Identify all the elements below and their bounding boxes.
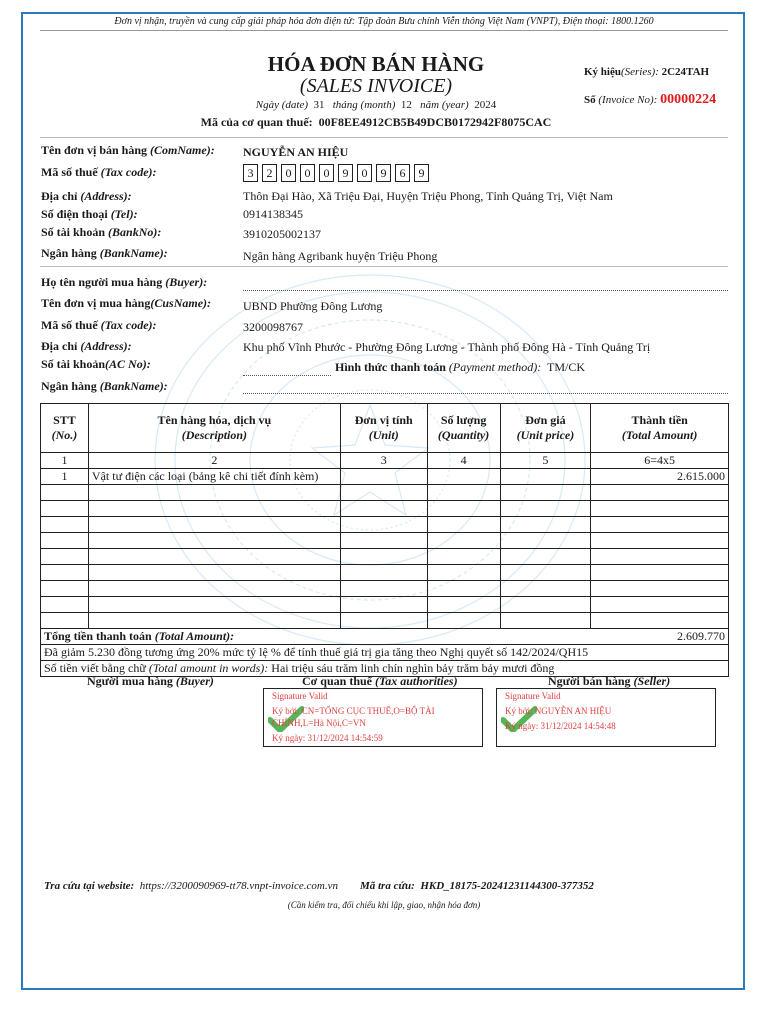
- table-row: [41, 597, 729, 613]
- total-amount: 2.609.770: [591, 629, 729, 645]
- tax-digit-box: 0: [357, 164, 372, 182]
- index-cell: 4: [427, 453, 500, 469]
- seller-tel: 0914138345: [243, 207, 303, 221]
- lookup-code: HKD_18175-20241231144300-377352: [420, 880, 594, 892]
- provider-note: Đơn vị nhận, truyền và cung cấp giải pháp hóa đơn điện tử: Tập đoàn Bưu chính Viễn thông Việt Nam (VNPT), Điện thoại: 1800.1260: [114, 16, 654, 27]
- col-header-unit-price: Đơn giá (Unit price): [500, 404, 591, 453]
- table-row: [41, 565, 729, 581]
- tax-digit-box: 9: [376, 164, 391, 182]
- seller-signature-label: Người bán hàng (Seller): [548, 674, 671, 688]
- lookup-url-link[interactable]: https://3200090969-tt78.vnpt-invoice.com.vn: [139, 880, 338, 892]
- col-header-total: Thành tiền (Total Amount): [591, 404, 729, 453]
- total-label: Tổng tiền thanh toán (Total Amount):: [41, 629, 591, 645]
- seller-name-label: Tên đơn vị bán hàng (ComName):: [41, 143, 215, 157]
- tax-sign-date: Ký ngày: 31/12/2024 14:54:59: [272, 733, 383, 743]
- table-row: [41, 581, 729, 597]
- payment-method: Hình thức thanh toán (Payment method): TM/CK: [335, 360, 586, 374]
- buyer-address-label: Địa chỉ (Address):: [41, 339, 132, 353]
- buyer-address: Khu phố Vĩnh Phước - Phường Đông Lương - Thành phố Đông Hà - Tỉnh Quảng Trị: [243, 340, 651, 354]
- seller-address-label: Địa chỉ (Address):: [41, 189, 132, 203]
- items-table: [40, 403, 729, 677]
- buyer-bank-blank: [243, 381, 728, 394]
- seller-bankname-label: Ngân hàng (BankName):: [41, 246, 168, 260]
- tax-digit-box: 0: [319, 164, 334, 182]
- table-row: [41, 485, 729, 501]
- tax-digit-box: 6: [395, 164, 410, 182]
- table-row: [41, 613, 729, 629]
- item-description: Vật tư điện các loại (bảng kê chi tiết đính kèm): [88, 469, 340, 485]
- divider-2: [40, 266, 728, 267]
- buyer-name-label: Tên đơn vị mua hàng(CusName):: [41, 296, 212, 310]
- invoice-date: Ngày (date) 31 tháng (month) 12 năm (year) 2024: [255, 99, 497, 111]
- seller-bankno: 3910205002137: [243, 227, 321, 241]
- tax-digit-box: 0: [281, 164, 296, 182]
- tax-digit-box: 9: [414, 164, 429, 182]
- item-quantity: [427, 469, 500, 485]
- tax-signature-box: [263, 688, 483, 747]
- tax-digit-box: 2: [262, 164, 277, 182]
- index-cell: 6=4x5: [591, 453, 729, 469]
- seller-address: Thôn Đại Hào, Xã Triệu Đại, Huyện Triệu Phong, Tỉnh Quảng Trị, Việt Nam: [243, 189, 613, 203]
- table-row: [41, 517, 729, 533]
- buyer-ac-blank: [243, 363, 331, 376]
- tax-authority-code: Mã của cơ quan thuế: 00F8EE4912CB5B49DCB0172942F8075CAC: [200, 115, 552, 129]
- buyer-ac-label: Số tài khoản(AC No):: [41, 357, 151, 371]
- buyer-name: UBND Phường Đông Lương: [243, 299, 383, 313]
- seller-sign-date: Ký ngày: 31/12/2024 14:54:48: [505, 721, 616, 731]
- item-amount: 2.615.000: [591, 469, 729, 485]
- item-unit: [340, 469, 427, 485]
- index-cell: 1: [41, 453, 89, 469]
- index-cell: 2: [88, 453, 340, 469]
- discount-note: Đã giảm 5.230 đồng tương ứng 20% mức tỷ lệ % để tính thuế giá trị gia tăng theo Nghị quyết số 142/2024/QH15: [41, 645, 729, 661]
- table-row: [41, 469, 729, 485]
- table-row: [41, 549, 729, 565]
- invoice-subtitle: (SALES INVOICE): [299, 75, 453, 97]
- lookup-footer: Tra cứu tại website: https://3200090969-tt78.vnpt-invoice.com.vn Mã tra cứu: HKD_18175-20241231144300-377352: [44, 880, 594, 892]
- col-header-no: STT (No.): [41, 404, 89, 453]
- table-header-row: [41, 404, 729, 453]
- total-row: [41, 629, 729, 645]
- col-header-quantity: Số lượng (Quantity): [427, 404, 500, 453]
- table-index-row: [41, 453, 729, 469]
- col-header-description: Tên hàng hóa, dịch vụ (Description): [88, 404, 340, 453]
- item-unit-price: [500, 469, 591, 485]
- seller-name: NGUYỄN AN HIỆU: [243, 145, 349, 159]
- seller-bankno-label: Số tài khoản (BankNo):: [41, 225, 162, 239]
- table-row: [41, 533, 729, 549]
- tax-digit-box: 3: [243, 164, 258, 182]
- tax-signer: Ký bởi: CN=TỔNG CỤC THUẾ,O=BỘ TÀI CHÍNH,L=Hà Nội,C=VN: [272, 706, 435, 728]
- signature-valid-text: Signature Valid: [272, 691, 328, 701]
- buyer-tax-code: 3200098767: [243, 320, 303, 334]
- table-row: [41, 501, 729, 517]
- divider-1: [40, 137, 728, 138]
- seller-tel-label: Số điện thoại (Tel):: [41, 207, 138, 221]
- buyer-bank-label: Ngân hàng (BankName):: [41, 379, 168, 393]
- index-cell: 5: [500, 453, 591, 469]
- buyer-signature-label: Người mua hàng (Buyer): [87, 674, 214, 688]
- signature-valid-text: Signature Valid: [505, 691, 561, 701]
- buyer-name-blank: [243, 278, 728, 291]
- invoice-number: Số (Invoice No): 00000224: [584, 92, 717, 107]
- seller-tax-label: Mã số thuế (Tax code):: [41, 165, 157, 179]
- tax-digit-box: 9: [338, 164, 353, 182]
- invoice-series: Ký hiệu(Series): 2C24TAH: [584, 66, 710, 78]
- index-cell: 3: [340, 453, 427, 469]
- seller-signer: Ký bởi: NGUYỄN AN HIỆU: [505, 706, 612, 716]
- provider-divider: [40, 30, 728, 31]
- tax-signature-label: Cơ quan thuế (Tax authorities): [302, 674, 458, 688]
- tax-digit-box: 0: [300, 164, 315, 182]
- amount-words: Số tiền viết bằng chữ (Total amount in words): Hai triệu sáu trăm linh chín nghìn bảy trăm bảy mươi đồng: [41, 661, 729, 677]
- item-no: 1: [41, 469, 89, 485]
- col-header-unit: Đơn vị tính (Unit): [340, 404, 427, 453]
- invoice-title: HÓA ĐƠN BÁN HÀNG: [267, 52, 485, 76]
- seller-bankname: Ngân hàng Agribank huyện Triệu Phong: [243, 249, 438, 263]
- seller-signature-box: [496, 688, 716, 747]
- footer-note: (Cần kiểm tra, đối chiếu khi lập, giao, nhận hóa đơn): [287, 900, 481, 910]
- buyer-label: Họ tên người mua hàng (Buyer):: [41, 275, 208, 289]
- seller-tax-code: [243, 164, 433, 182]
- discount-note-row: [41, 645, 729, 661]
- buyer-tax-label: Mã số thuế (Tax code):: [41, 318, 157, 332]
